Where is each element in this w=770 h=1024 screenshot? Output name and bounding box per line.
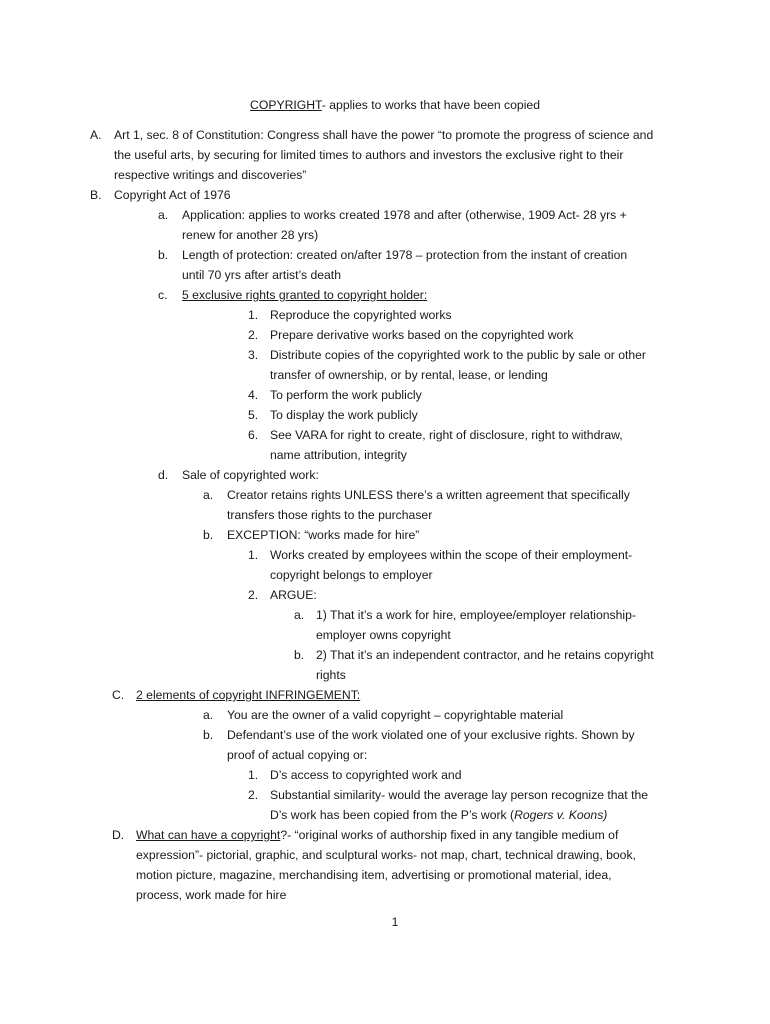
- outline-item-B-a: [158, 205, 627, 225]
- outline-item-B-d-b-1: 1. Works created by employees within the scope of their employment-: [248, 548, 633, 562]
- item-label: A.: [90, 128, 102, 142]
- right-item-2: 2. Prepare derivative works based on the copyrighted work: [248, 328, 574, 342]
- item-continuation: expression”- pictorial, graphic, and sculptural works- not map, chart, technical drawing, book,: [136, 848, 636, 862]
- outline-item-B-b: [158, 245, 627, 265]
- item-continuation: until 70 yrs after artist’s death: [182, 268, 341, 282]
- item-continuation: renew for another 28 yrs): [182, 228, 319, 242]
- document-title: [0, 95, 770, 115]
- outline-item-B-d-b: b. EXCEPTION: “works made for hire”: [203, 528, 420, 542]
- outline-item-C-b-2: 2. Substantial similarity- would the average lay person recognize that the: [248, 788, 649, 802]
- item-continuation: proof of actual copying or:: [227, 748, 368, 762]
- outline-item-C-b-1: 1. D’s access to copyrighted work and: [248, 768, 462, 782]
- right-item-3: 3. Distribute copies of the copyrighted work to the public by sale or other: [248, 348, 646, 362]
- outline-item-B-d-b-2-b: b. 2) That it’s an independent contractor, and he retains copyright: [294, 648, 654, 662]
- outline-item-C: [112, 685, 360, 705]
- right-item-1: 1. Reproduce the copyrighted works: [248, 308, 452, 322]
- item-text: Copyright Act of 1976: [114, 188, 231, 202]
- outline-item-B-d: [158, 465, 319, 485]
- item-text: Sale of copyrighted work:: [182, 468, 319, 482]
- outline-item-B: [90, 185, 231, 205]
- page-number: 1: [391, 915, 399, 929]
- item-text: Application: applies to works created 1978 and after (otherwise, 1909 Act- 28 yrs +: [182, 208, 627, 222]
- outline-item-A: [90, 125, 653, 145]
- right-item-4: 4. To perform the work publicly: [248, 388, 422, 402]
- item-label: B.: [90, 188, 102, 202]
- item-continuation: rights: [316, 668, 346, 682]
- outline-item-D: [112, 825, 618, 845]
- item-label: D.: [112, 828, 125, 842]
- outline-item-B-d-a: a. Creator retains rights UNLESS there’s a written agreement that specifically: [203, 488, 630, 502]
- item-label: d.: [158, 468, 169, 482]
- item-continuation: copyright belongs to employer: [270, 568, 433, 582]
- item-continuation: transfer of ownership, or by rental, lease, or lending: [270, 368, 548, 382]
- item-label: b.: [158, 248, 169, 262]
- item-text: Length of protection: created on/after 1978 – protection from the instant of creation: [182, 248, 628, 262]
- outline-item-B-d-b-2-a: a. 1) That it’s a work for hire, employee/employer relationship-: [294, 608, 636, 622]
- item-continuation: process, work made for hire: [136, 888, 287, 902]
- item-continuation: transfers those rights to the purchaser: [227, 508, 433, 522]
- case-citation: Rogers v. Koons): [514, 808, 608, 822]
- outline-item-B-c: [158, 285, 427, 305]
- item-continuation: D’s work has been copied from the P’s work (Rogers v. Koons): [270, 808, 608, 822]
- item-continuation: motion picture, magazine, merchandising item, advertising or promotional material, idea,: [136, 868, 612, 882]
- title-underlined: COPYRIGHT: [250, 98, 322, 112]
- item-label: C.: [112, 688, 125, 702]
- title-rest: - applies to works that have been copied: [321, 98, 540, 112]
- item-heading: What can have a copyright: [136, 828, 281, 842]
- right-item-5: 5. To display the work publicly: [248, 408, 418, 422]
- item-continuation: respective writings and discoveries”: [114, 168, 307, 182]
- outline-item-C-b: b. Defendant’s use of the work violated one of your exclusive rights. Shown by: [203, 728, 635, 742]
- item-text: Art 1, sec. 8 of Constitution: Congress shall have the power “to promote the progress of science and: [114, 128, 654, 142]
- item-continuation: employer owns copyright: [316, 628, 451, 642]
- item-label: a.: [158, 208, 169, 222]
- outline-item-B-d-b-2: 2. ARGUE:: [248, 588, 317, 602]
- item-text: 5 exclusive rights granted to copyright holder:: [182, 288, 428, 302]
- item-text: 2 elements of copyright INFRINGEMENT:: [136, 688, 361, 702]
- outline-item-C-a: a. You are the owner of a valid copyright – copyrightable material: [203, 708, 564, 722]
- item-text: ?- “original works of authorship fixed in any tangible medium of: [280, 828, 619, 842]
- item-label: c.: [158, 288, 168, 302]
- item-continuation: the useful arts, by securing for limited times to authors and investors the exclusive right to their: [114, 148, 624, 162]
- right-item-6: 6. See VARA for right to create, right of disclosure, right to withdraw,: [248, 428, 623, 442]
- item-continuation: name attribution, integrity: [270, 448, 407, 462]
